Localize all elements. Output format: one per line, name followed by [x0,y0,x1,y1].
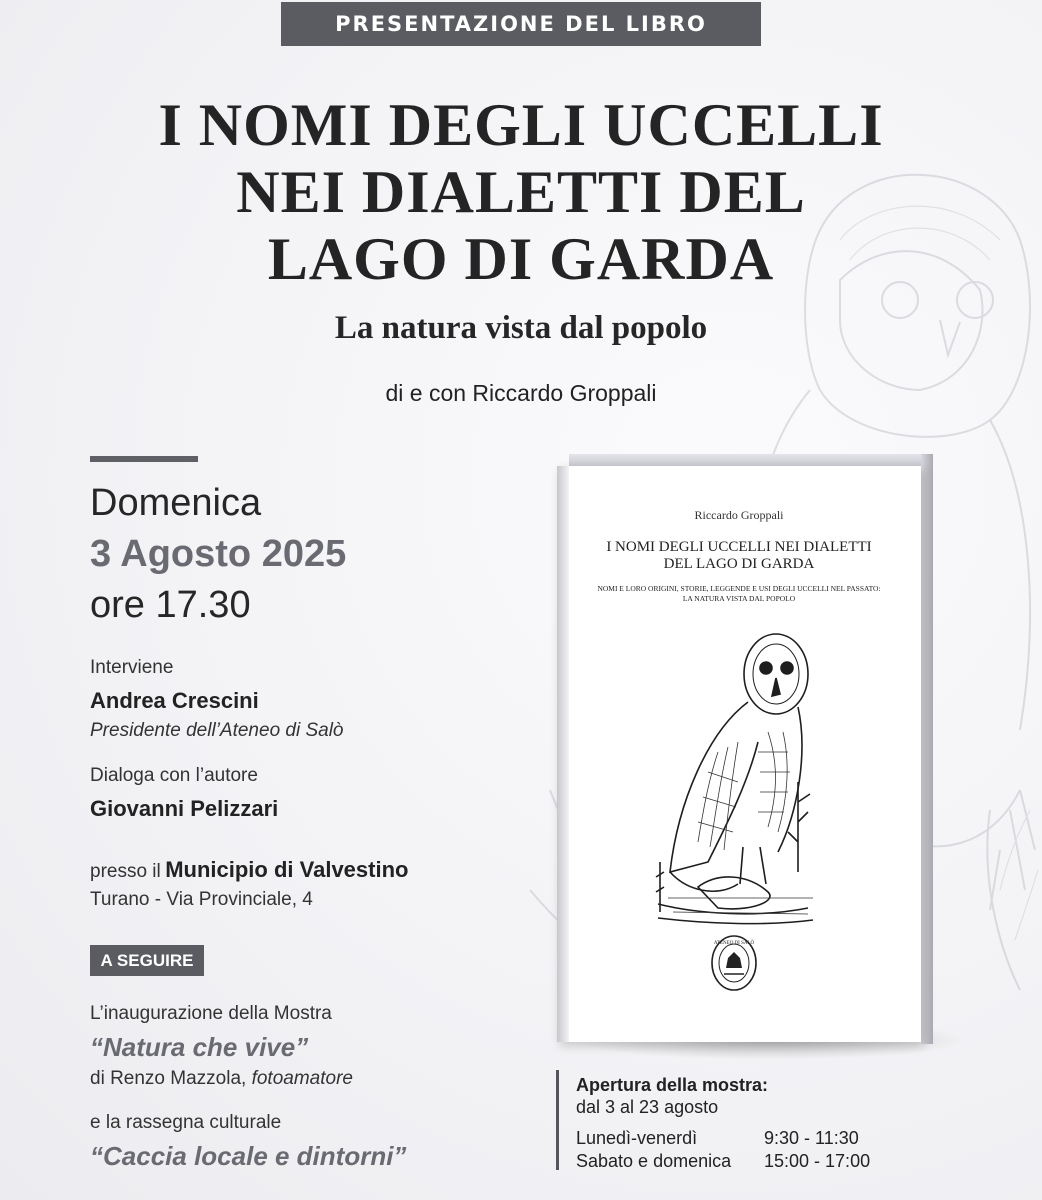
schedule-days: Lunedì-venerdì [576,1128,698,1148]
event-day: Domenica [90,482,262,524]
venue-prefix: presso il [90,861,161,882]
review-intro: e la rassegna culturale [90,1112,282,1133]
exhibition-author [90,1068,353,1090]
cover-author: Riccardo Groppali [694,508,784,522]
schedule-divider [556,1070,559,1170]
event-type-banner: PRESENTAZIONE DEL LIBRO [281,2,761,46]
schedule-hours: 15:00 - 17:00 [764,1151,871,1171]
opening-range: dal 3 al 23 agosto [576,1097,719,1117]
book-subtitle: La natura vista dal popolo [334,310,708,346]
opening-heading: Apertura della mostra: [576,1075,769,1095]
venue-line [90,857,408,883]
venue-address: Turano - Via Provinciale, 4 [90,889,313,910]
owl-engraving-image [648,622,818,928]
book-title-line: I NOMI DEGLI UCCELLI [158,92,884,158]
ateneo-seal-logo [710,934,758,992]
speaker1-role: Presidente dell’Ateneo di Salò [90,720,344,741]
venue-name: Municipio di Valvestino [165,857,409,882]
exhibition-title: “Natura che vive” [90,1032,309,1062]
exhibition-author-prefix: di Renzo Mazzola, [90,1068,252,1089]
speaker1-intro: Interviene [90,657,174,678]
event-date: 3 Agosto 2025 [90,533,347,575]
book-spine [921,454,933,1044]
schedule-hours: 9:30 - 11:30 [764,1128,859,1148]
book-title-line: LAGO DI GARDA [267,226,775,292]
cover-title-line: DEL LAGO DI GARDA [663,556,815,572]
review-title: “Caccia locale e dintorni” [90,1141,407,1171]
follow-badge: A SEGUIRE [90,945,204,976]
schedule-days: Sabato e domenica [576,1151,732,1171]
cover-subtitle [557,584,921,604]
book-title-line: NEI DIALETTI DEL [236,159,806,225]
cover-subtitle-line: NOMI E LORO ORIGINI, STORIE, LEGGENDE E USI DEGLI UCCELLI NEL PASSATO: [597,584,881,593]
speaker2-intro: Dialoga con l’autore [90,765,258,786]
book-top-edge [569,454,933,466]
exhibition-author-role: fotoamatore [251,1068,353,1089]
cover-subtitle-line: LA NATURA VISTA DAL POPOLO [682,594,796,603]
exhibition-intro: L’inaugurazione della Mostra [90,1003,332,1024]
author-byline: di e con Riccardo Groppali [385,380,657,406]
divider-rule [90,456,198,462]
speaker2-name: Giovanni Pelizzari [90,796,279,821]
speaker1-name: Andrea Crescini [90,688,259,713]
cover-title [557,539,921,573]
book-title [0,92,1042,293]
cover-title-line: I NOMI DEGLI UCCELLI NEI DIALETTI [606,539,872,555]
seal-text: ATENEO DI SALÒ [713,941,755,946]
event-time: ore 17.30 [90,584,251,626]
